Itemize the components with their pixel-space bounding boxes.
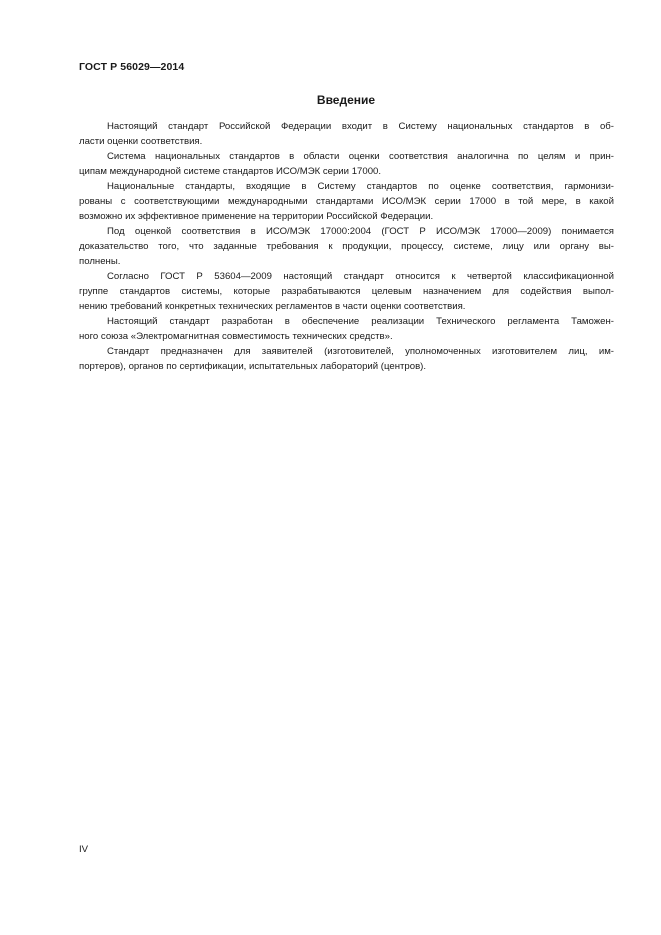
text-line: Настоящий стандарт разработан в обеспечение реализации Технического регламента Таможен- [107,316,614,327]
text-line: Настоящий стандарт Российской Федерации входит в Систему национальных стандартов в об- [107,121,614,132]
text-line: группе стандартов системы, которые разрабатываются целевым назначением для содействия выпол- [79,286,614,297]
text-line: портеров), органов по сертификации, испытательных лабораторий (центров). [79,361,427,372]
text-line: ласти оценки соответствия. [79,136,203,147]
text-line: нению требований конкретных технических регламентов в части оценки соответствия. [79,301,466,312]
text-line: Стандарт предназначен для заявителей (изготовителей, уполномоченных изготовителем лиц, им- [107,346,614,357]
text-line: рованы с соответствующими международными стандартами ИСО/МЭК серии 17000 в той мере, в какой [79,196,614,207]
text-line: Под оценкой соответствия в ИСО/МЭК 17000:2004 (ГОСТ Р ИСО/МЭК 17000—2009) понимается [107,226,614,237]
text-line: Система национальных стандартов в области оценки соответствия аналогична по целям и прин- [107,151,614,162]
section-title: Введение [316,93,376,107]
text-line: доказательство того, что заданные требования к продукции, процессу, системе, лицу или органу вы- [79,241,614,252]
text-line: ного союза «Электромагнитная совместимость технических средств». [79,331,393,342]
introduction-body [79,119,614,374]
document-code: ГОСТ Р 56029—2014 [79,61,185,73]
text-line: полнены. [79,256,121,267]
text-line: ципам международной системе стандартов ИСО/МЭК серии 17000. [79,166,382,177]
text-line: Согласно ГОСТ Р 53604—2009 настоящий стандарт относится к четвертой классификационной [107,271,614,282]
page-number: IV [79,844,89,855]
text-line: возможно их эффективное применение на территории Российской Федерации. [79,211,434,222]
text-line: Национальные стандарты, входящие в Систему стандартов по оценке соответствия, гармонизи- [107,181,614,192]
